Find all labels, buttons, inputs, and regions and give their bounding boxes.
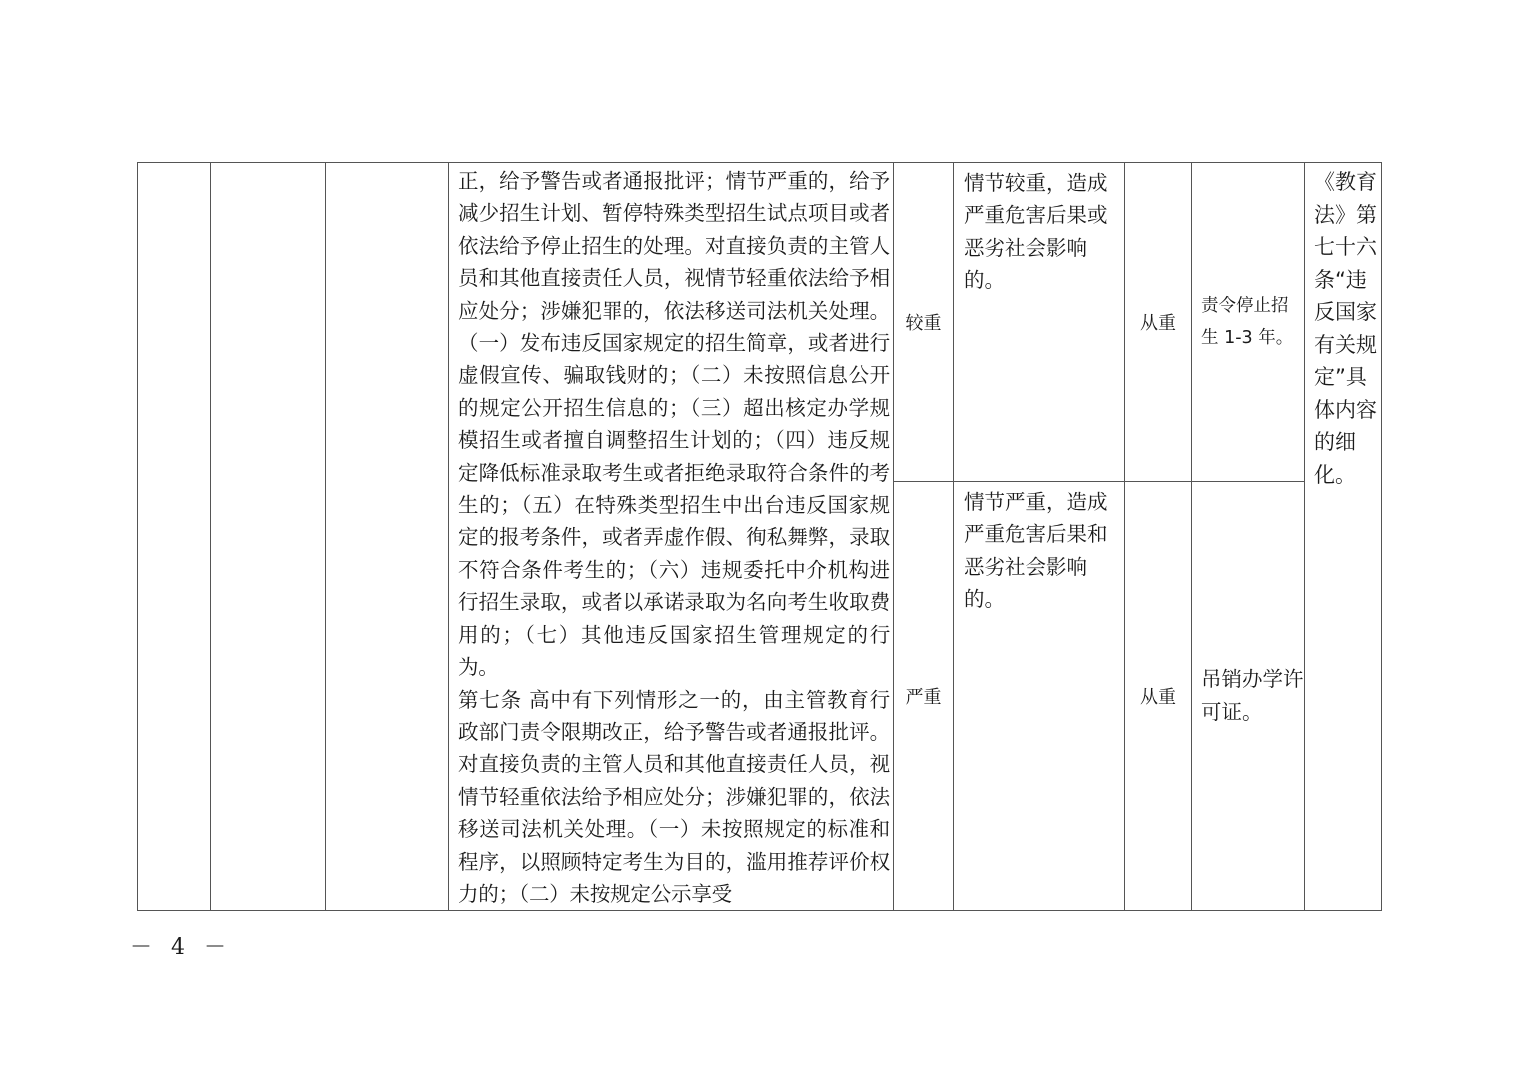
legal-basis-text: 《教育法》第七十六条“违反国家有关规定”具体内容的细化。: [1314, 170, 1377, 487]
penalty-cell: [1192, 482, 1304, 910]
discretion-cell: [1125, 482, 1191, 910]
severity-level: 严重: [905, 687, 942, 708]
penalty-text: 吊销办学许可证。: [1201, 667, 1304, 724]
circumstance-description: 情节严重，造成严重危害后果和恶劣社会影响的。: [964, 490, 1108, 612]
law-paragraph-1: 正，给予警告或者通报批评；情节严重的，给予减少招生计划、暂停特殊类型招生试点项目或者依法给予停止招生的处理。对直接负责的主管人员和其他直接责任人员，视情节轻重依法给予相应处分；涉嫌犯罪的，依法移送司法机关处理。（一）发布违反国家规定的招生简章，或者进行虚假宣传、骗取钱财的；（二）未按照信息公开的规定公开招生信息的；（三）超出核定办学规模招生或者擅自调整招生计划的；（四）违反规定降低标准录取考生或者拒绝录取符合条件的考生的；（五）在特殊类型招生中出台违反国家规定的报考条件，或者弄虚作假、徇私舞弊，录取不符合条件考生的；（六）违规委托中介机构进行招生录取，或者以承诺录取为名向考生收取费用的；（七）其他违反国家招生管理规定的行为。: [458, 169, 890, 680]
legal-basis-cell: [1305, 163, 1381, 910]
circumstance-cell: [954, 482, 1122, 910]
severity-level-cell: [894, 482, 953, 910]
law-paragraph-2: 第七条 高中有下列情形之一的，由主管教育行政部门责令限期改正，给予警告或者通报批评。对直接负责的主管人员和其他直接责任人员，视情节轻重依法给予相应处分；涉嫌犯罪的，依法移送司法机关处理。（一）未按照规定的标准和程序，以照顾特定考生为目的，滥用推荐评价权力的；（二）未按规定公示享受: [458, 687, 890, 906]
severity-level-cell: [894, 163, 953, 481]
regulation-table: [137, 162, 1382, 911]
discretion-label: 从重: [1140, 687, 1176, 708]
penalty-text: 责令停止招生 1-3 年。: [1201, 296, 1294, 348]
law-text-cell: [454, 165, 890, 910]
discretion-label: 从重: [1140, 313, 1176, 334]
page-number: － 4 －: [130, 935, 232, 960]
column-divider: [448, 163, 449, 910]
circumstance-description: 情节较重，造成严重危害后果或恶劣社会影响的。: [964, 171, 1108, 293]
penalty-cell: [1192, 163, 1304, 481]
column-divider: [325, 163, 326, 910]
discretion-cell: [1125, 163, 1191, 481]
circumstance-cell: [954, 163, 1122, 481]
severity-level: 较重: [905, 313, 942, 334]
column-divider: [210, 163, 211, 910]
